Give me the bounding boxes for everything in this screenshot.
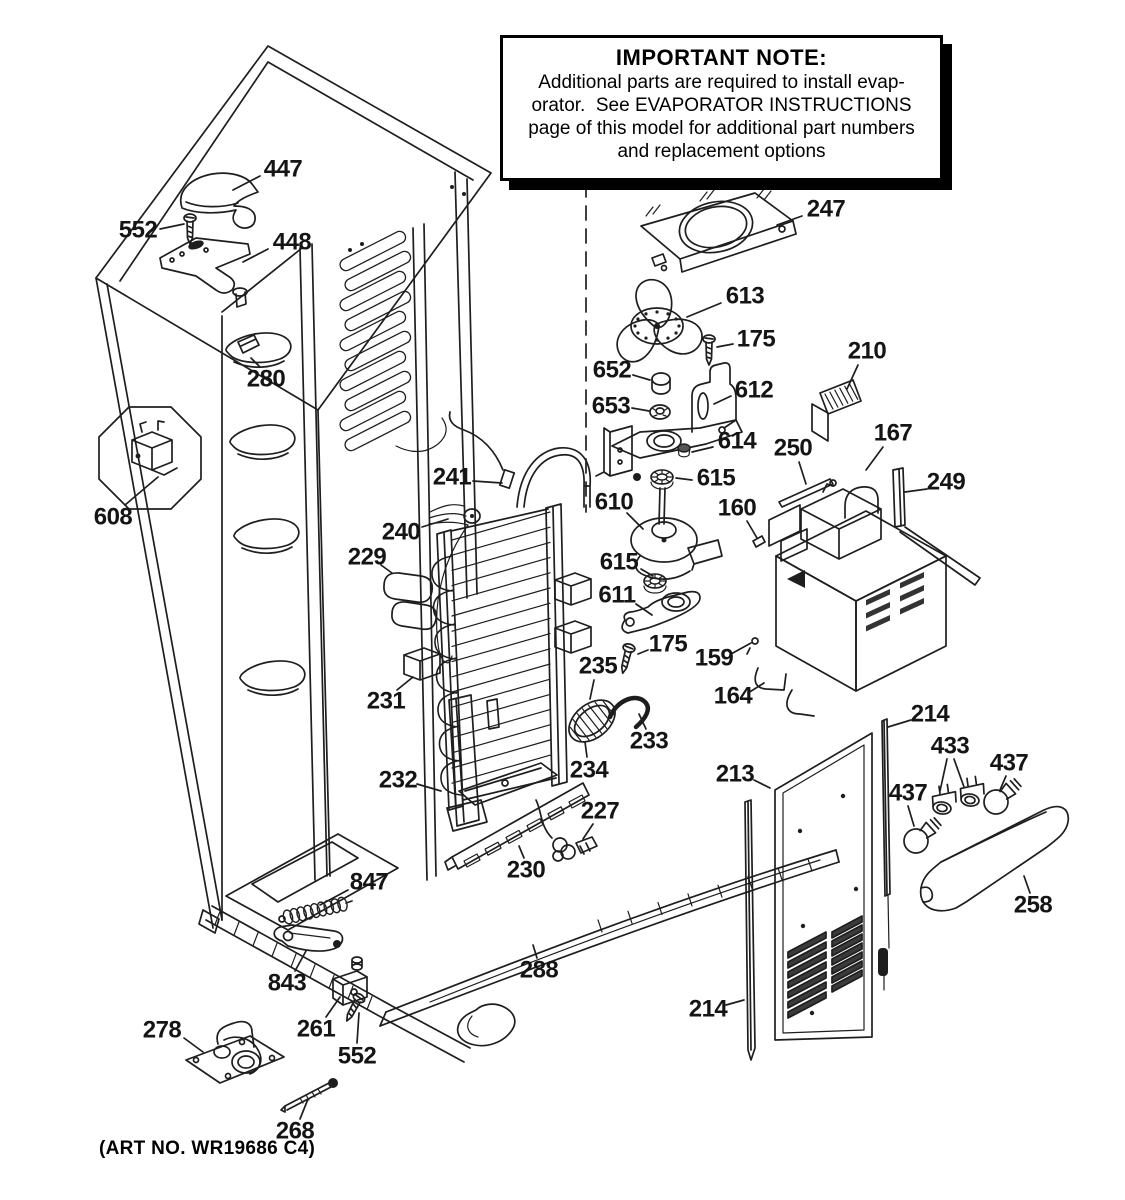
leader-615 [676, 478, 692, 480]
screw-175-top [703, 335, 715, 365]
grommet-653 [650, 405, 670, 419]
wire-harness-240 [429, 505, 480, 663]
screw-holes [348, 185, 466, 252]
fan-blade-613 [617, 274, 708, 364]
grommet-614 [678, 444, 690, 457]
leader-167 [866, 447, 883, 470]
leader-249 [905, 489, 927, 492]
callout-227: 227 [580, 797, 620, 825]
leader-552 [357, 1013, 359, 1043]
callout-261: 261 [296, 1015, 336, 1043]
callout-164: 164 [713, 682, 753, 710]
leader-437 [908, 806, 914, 826]
hinge-cover-447 [181, 173, 258, 228]
callout-437: 437 [888, 779, 928, 807]
callout-230: 230 [506, 856, 546, 884]
leader-433 [940, 759, 947, 791]
callout-437: 437 [989, 749, 1029, 777]
octagon-callout [99, 407, 201, 509]
washer-615-lower [644, 574, 666, 593]
roller-assembly-278 [186, 1022, 284, 1083]
callout-552: 552 [337, 1042, 377, 1070]
leader-235 [590, 680, 594, 699]
callout-214: 214 [910, 700, 950, 728]
callout-652: 652 [592, 356, 632, 384]
leader-278 [184, 1038, 203, 1052]
leader-552 [160, 224, 184, 229]
tube-clamps-229 [384, 573, 436, 629]
drain-grommet-235 [561, 692, 623, 751]
bulb-437-left [899, 813, 946, 858]
note-line-4: and replacement options [617, 141, 826, 162]
icemaker-assembly [755, 480, 946, 716]
callout-258: 258 [1013, 891, 1053, 919]
leader-175 [638, 650, 648, 654]
socket-433-left [930, 783, 958, 816]
note-title: IMPORTANT NOTE: [615, 45, 828, 70]
callout-232: 232 [378, 766, 418, 794]
callout-278: 278 [142, 1016, 182, 1044]
leader-210 [847, 365, 858, 389]
leader-614 [692, 447, 713, 452]
callout-614: 614 [717, 427, 757, 455]
leader-250 [799, 462, 806, 484]
leader-160 [747, 521, 757, 538]
leader-608 [125, 477, 158, 505]
leader-241 [473, 481, 502, 483]
leader-240 [422, 519, 448, 527]
screw-175-mid [617, 643, 636, 675]
callout-615: 615 [599, 548, 639, 576]
trim-214-lower [745, 800, 755, 1060]
leader-247 [777, 216, 802, 225]
part-160 [753, 536, 765, 547]
callout-241: 241 [432, 463, 472, 491]
socket-433-right [958, 775, 986, 808]
callout-167: 167 [873, 419, 913, 447]
leader-652 [633, 375, 650, 380]
callout-247: 247 [806, 195, 846, 223]
callout-653: 653 [591, 392, 631, 420]
leader-214 [888, 720, 911, 727]
callout-214: 214 [688, 995, 728, 1023]
leader-175 [717, 344, 733, 347]
callout-613: 613 [725, 282, 765, 310]
callout-288: 288 [519, 956, 559, 984]
fan-shroud-247 [641, 189, 796, 272]
note-line-2: orator. See EVAPORATOR INSTRUCTIONS [531, 95, 912, 116]
note-line-1: Additional parts are required to install evap- [538, 72, 905, 93]
motor-610 [631, 518, 722, 579]
access-panel-213 [775, 733, 872, 1040]
callout-433: 433 [930, 732, 970, 760]
end-bracket-288 [458, 1004, 515, 1045]
callout-213: 213 [715, 760, 755, 788]
callout-249: 249 [926, 468, 966, 496]
leader-433-1 [954, 759, 964, 787]
callout-552: 552 [118, 216, 158, 244]
leader-613 [687, 303, 721, 317]
note-line-3: page of this model for additional part numbers [528, 118, 915, 139]
callout-250: 250 [773, 434, 813, 462]
light-switch-608 [132, 421, 177, 475]
evaporator [432, 448, 590, 810]
leader-612 [714, 396, 731, 404]
trim-214-upper [878, 719, 890, 990]
condenser-coil [338, 229, 446, 452]
callout-610: 610 [594, 488, 634, 516]
callout-175: 175 [736, 325, 776, 353]
leader-234 [585, 742, 587, 757]
callout-235: 235 [578, 652, 618, 680]
callout-447: 447 [263, 155, 303, 183]
bracket-164 [755, 668, 786, 690]
callout-234: 234 [569, 756, 609, 784]
leader-213 [754, 780, 770, 788]
part-159 [747, 638, 758, 654]
art-number: (ART NO. WR19686 C4) [99, 1138, 316, 1159]
hinge-bracket-448 [160, 238, 250, 307]
callout-160: 160 [717, 494, 757, 522]
callout-448: 448 [272, 228, 312, 256]
callout-843: 843 [267, 969, 307, 997]
callout-268: 268 [275, 1117, 315, 1145]
callout-847: 847 [349, 868, 389, 896]
callout-615: 615 [696, 464, 736, 492]
leader-214 [726, 1000, 744, 1005]
callout-611: 611 [598, 581, 636, 609]
callout-229: 229 [347, 543, 387, 571]
grille-210 [812, 380, 861, 441]
important-note-box [500, 35, 943, 181]
callout-159: 159 [694, 644, 734, 672]
callout-233: 233 [629, 727, 669, 755]
grommet-652 [652, 373, 670, 394]
rail-288 [380, 850, 839, 1026]
bulb-437-right [979, 774, 1026, 819]
leader-610 [627, 513, 643, 529]
callout-231: 231 [366, 687, 406, 715]
bolt-268 [281, 1078, 338, 1112]
washer-615-upper [651, 470, 673, 489]
bracket-261 [333, 957, 367, 1005]
leader-232 [417, 784, 441, 791]
callout-240: 240 [381, 518, 421, 546]
callout-210: 210 [847, 337, 887, 365]
callout-175: 175 [648, 630, 688, 658]
leader-653 [632, 408, 649, 411]
callout-612: 612 [734, 376, 774, 404]
callout-608: 608 [93, 503, 133, 531]
leader-261 [326, 997, 340, 1017]
callout-280: 280 [246, 365, 286, 393]
